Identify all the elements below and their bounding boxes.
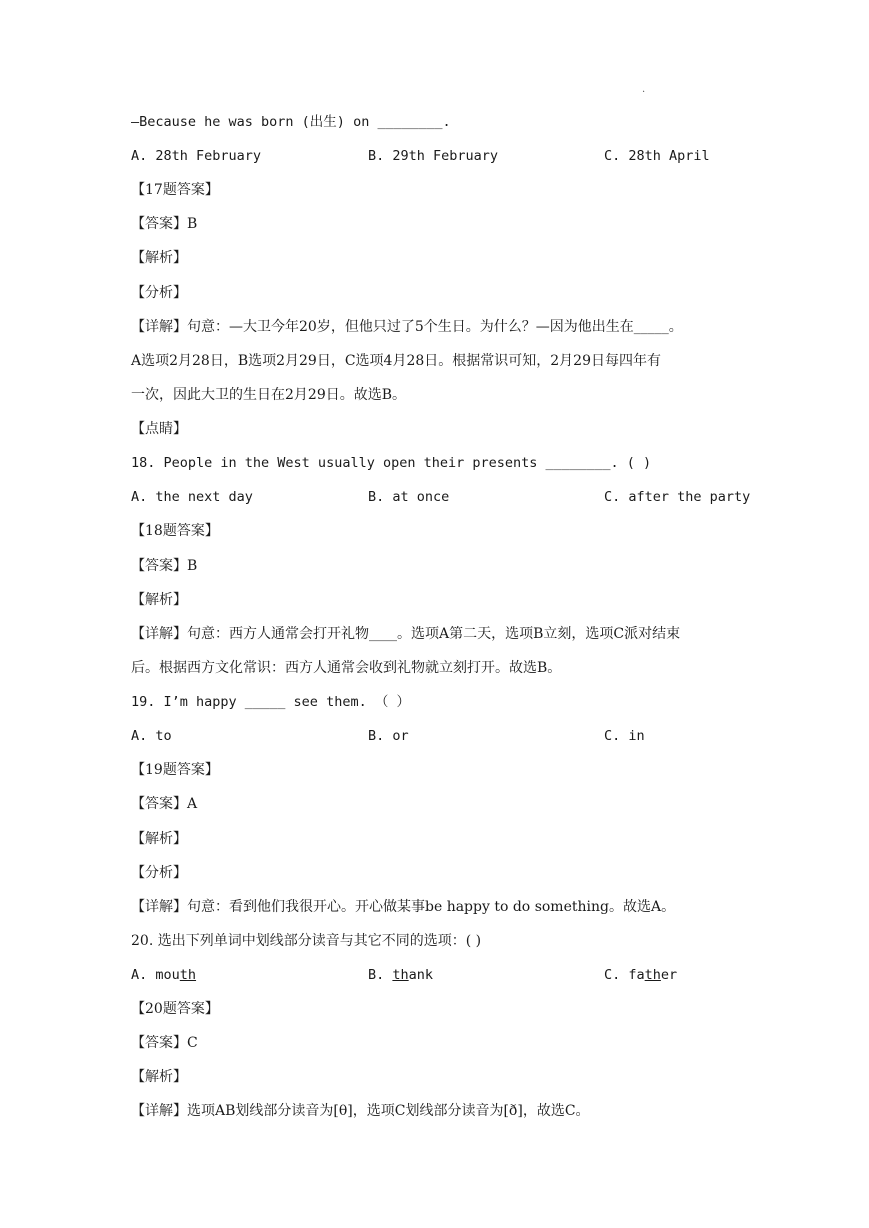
q19-stem: 19. I’m happy _____ see them. （ ） — [131, 694, 410, 710]
q20-option-c — [604, 965, 677, 985]
q17-analysis-label: 【解析】 — [131, 250, 187, 266]
q18-stem: 18. People in the West usually open their presents ________. ( ) — [131, 455, 652, 471]
q17-stem: —Because he was born (出生) on ________. — [131, 114, 451, 130]
q18-option-a: A. the next day — [131, 489, 253, 505]
q17-detail-3: 一次，因此大卫的生日在2月29日。故选B。 — [131, 387, 407, 403]
q20-option-b — [368, 965, 433, 985]
q20-option-a — [131, 965, 196, 985]
q20-answer: 【答案】C — [131, 1035, 198, 1051]
q19-option-b: B. or — [368, 728, 409, 744]
q19-answer: 【答案】A — [131, 796, 198, 812]
q20-option-c-pre: C. fa — [604, 967, 645, 983]
q18-detail-1: 【详解】句意：西方人通常会打开礼物____。选项A第二天，选项B立刻，选项C派对结束 — [131, 626, 681, 642]
q20-option-c-underline: th — [644, 967, 661, 983]
q18-detail-2: 后。根据西方文化常识：西方人通常会收到礼物就立刻打开。故选B。 — [131, 660, 562, 676]
q18-answer-header: 【18题答案】 — [131, 523, 219, 539]
q17-option-c: C. 28th April — [604, 148, 710, 164]
q20-answer-header: 【20题答案】 — [131, 1001, 219, 1017]
q20-option-b-post: ank — [408, 967, 434, 983]
q20-option-c-post: er — [660, 967, 678, 983]
q17-fenxi-label: 【分析】 — [131, 285, 187, 301]
q19-option-c: C. in — [604, 728, 645, 744]
q19-option-a: A. to — [131, 728, 172, 744]
q20-option-a-underline: th — [179, 967, 197, 983]
q17-detail-1: 【详解】句意：—大卫今年20岁，但他只过了5个生日。为什么？—因为他出生在_____。 — [131, 319, 683, 335]
q17-dianjing-label: 【点睛】 — [131, 421, 187, 437]
q17-detail-2: A选项2月28日，B选项2月29日，C选项4月28日。根据常识可知，2月29日每四年有 — [131, 353, 661, 369]
q20-stem: 20. 选出下列单词中划线部分读音与其它不同的选项：( ) — [131, 933, 482, 949]
q19-answer-header: 【19题答案】 — [131, 762, 219, 778]
q17-option-a: A. 28th February — [131, 148, 262, 164]
q20-detail-1: 【详解】选项AB划线部分读音为[θ]，选项C划线部分读音为[ð]，故选C。 — [131, 1103, 590, 1119]
q18-option-b: B. at once — [368, 489, 450, 505]
q17-option-b: B. 29th February — [368, 148, 499, 164]
q20-option-b-pre: B. — [368, 967, 393, 983]
header-mark: . — [642, 84, 646, 95]
q20-analysis-label: 【解析】 — [131, 1069, 187, 1085]
q18-option-c: C. after the party — [604, 489, 751, 505]
q19-fenxi-label: 【分析】 — [131, 865, 187, 881]
q18-answer: 【答案】B — [131, 558, 198, 574]
q19-analysis-label: 【解析】 — [131, 831, 187, 847]
q18-analysis-label: 【解析】 — [131, 592, 187, 608]
q17-answer-header: 【17题答案】 — [131, 182, 219, 198]
q20-option-a-pre: A. mou — [131, 967, 180, 983]
q19-detail-1: 【详解】句意：看到他们我很开心。开心做某事be happy to do something。故选A。 — [131, 899, 676, 915]
q17-answer: 【答案】B — [131, 216, 198, 232]
q20-option-b-underline: th — [392, 967, 409, 983]
